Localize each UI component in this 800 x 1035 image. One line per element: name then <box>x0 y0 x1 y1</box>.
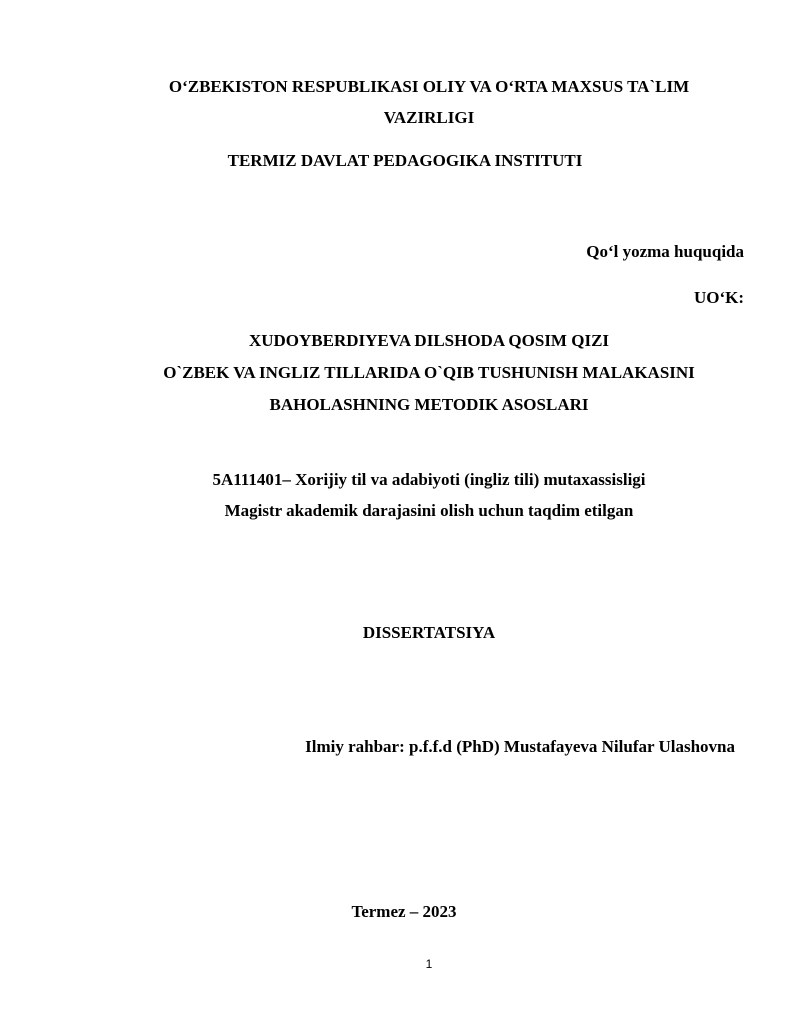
document-type: DISSERTATSIYA <box>362 623 496 642</box>
author-name: XUDOYBERDIYEVA DILSHODA QOSIM QIZI <box>248 331 610 350</box>
ministry-line-2: VAZIRLIGI <box>383 108 475 127</box>
supervisor: Ilmiy rahbar: p.f.f.d (PhD) Mustafayeva Nilufar Ulashovna <box>305 737 735 756</box>
specialty-code: 5A111401– Xorijiy til va adabiyoti (ingliz tili) mutaxassisligi <box>212 470 646 489</box>
dissertation-title-line-1: O`ZBEK VA INGLIZ TILLARIDA O`QIB TUSHUNISH MALAKASINI <box>163 363 695 382</box>
degree-statement: Magistr akademik darajasini olish uchun taqdim etilgan <box>224 501 634 520</box>
udc-label: UO‘K: <box>693 288 744 307</box>
page-number: 1 <box>425 957 433 971</box>
manuscript-rights: Qo‘l yozma huquqida <box>586 242 744 261</box>
ministry-line-1: O‘ZBEKISTON RESPUBLIKASI OLIY VA O‘RTA MAXSUS TA`LIM <box>168 77 690 96</box>
place-year: Termez – 2023 <box>351 902 457 921</box>
dissertation-title-line-2: BAHOLASHNING METODIK ASOSLARI <box>269 395 589 414</box>
institute-name: TERMIZ DAVLAT PEDAGOGIKA INSTITUTI <box>227 151 583 170</box>
